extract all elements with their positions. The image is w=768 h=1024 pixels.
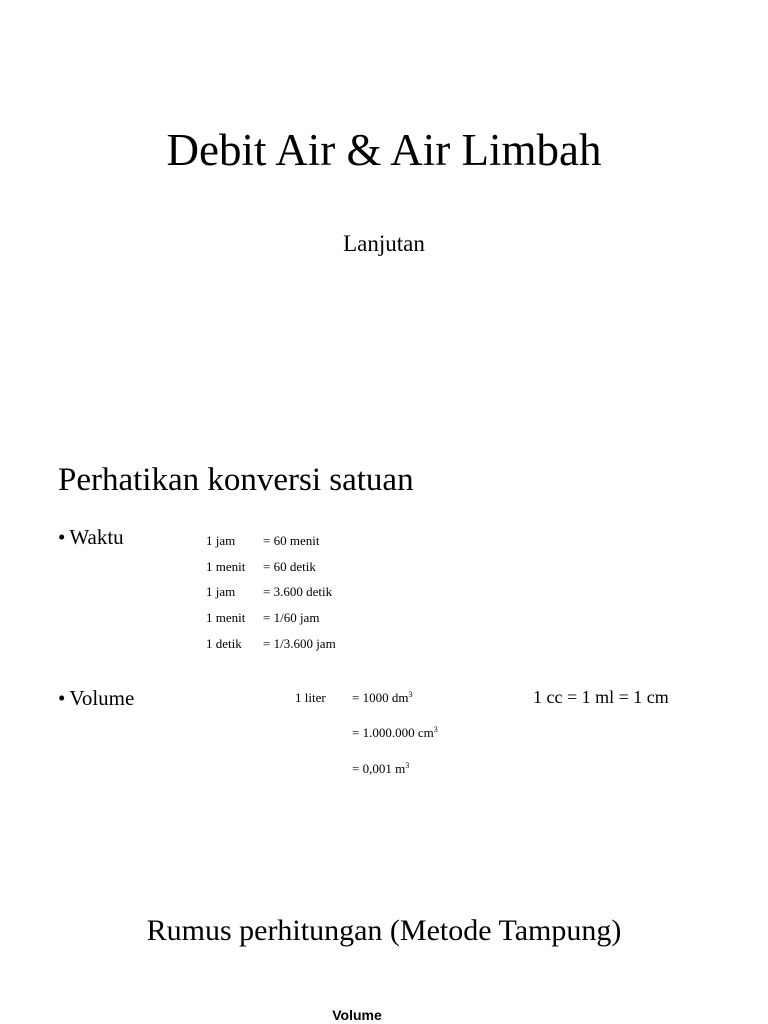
volume-value-1 <box>352 690 412 706</box>
volume-value-2-exponent: 3 <box>433 725 438 734</box>
waktu-unit-1: 1 jam <box>206 533 236 548</box>
slide-subtitle: Lanjutan <box>343 231 425 256</box>
bullet-waktu <box>58 524 124 550</box>
bullet-volume-label: Volume <box>69 686 135 710</box>
waktu-unit-2: 1 menit <box>206 559 246 574</box>
volume-value-1-exponent: 3 <box>408 690 413 699</box>
conversion-heading: Perhatikan konversi satuan <box>58 462 414 498</box>
volume-value-1-text: = 1000 dm <box>352 690 409 705</box>
waktu-value-4: = 1/60 jam <box>263 610 320 625</box>
volume-value-3 <box>352 761 409 777</box>
formula-heading: Rumus perhitungan (Metode Tampung) <box>146 914 622 947</box>
volume-value-3-exponent: 3 <box>405 761 410 770</box>
bullet-volume <box>58 685 134 711</box>
bullet-dot: • <box>58 686 66 710</box>
bullet-dot: • <box>58 525 66 549</box>
waktu-unit-3: 1 jam <box>206 584 236 599</box>
volume-value-3-text: = 0,001 m <box>352 761 406 776</box>
volume-value-2 <box>352 725 438 741</box>
formula-volume-label: Volume <box>332 1007 382 1023</box>
cc-ml-note: 1 cc = 1 ml = 1 cm <box>533 687 669 707</box>
waktu-value-1: = 60 menit <box>263 533 320 548</box>
volume-unit: 1 liter <box>295 690 326 705</box>
waktu-unit-4: 1 menit <box>206 610 246 625</box>
waktu-unit-5: 1 detik <box>206 636 242 651</box>
bullet-waktu-label: Waktu <box>69 525 124 549</box>
waktu-value-3: = 3.600 detik <box>263 584 333 599</box>
waktu-value-5: = 1/3.600 jam <box>263 636 336 651</box>
volume-value-2-text: = 1.000.000 cm <box>352 725 434 740</box>
slide-title: Debit Air & Air Limbah <box>166 125 602 175</box>
waktu-value-2: = 60 detik <box>263 559 316 574</box>
